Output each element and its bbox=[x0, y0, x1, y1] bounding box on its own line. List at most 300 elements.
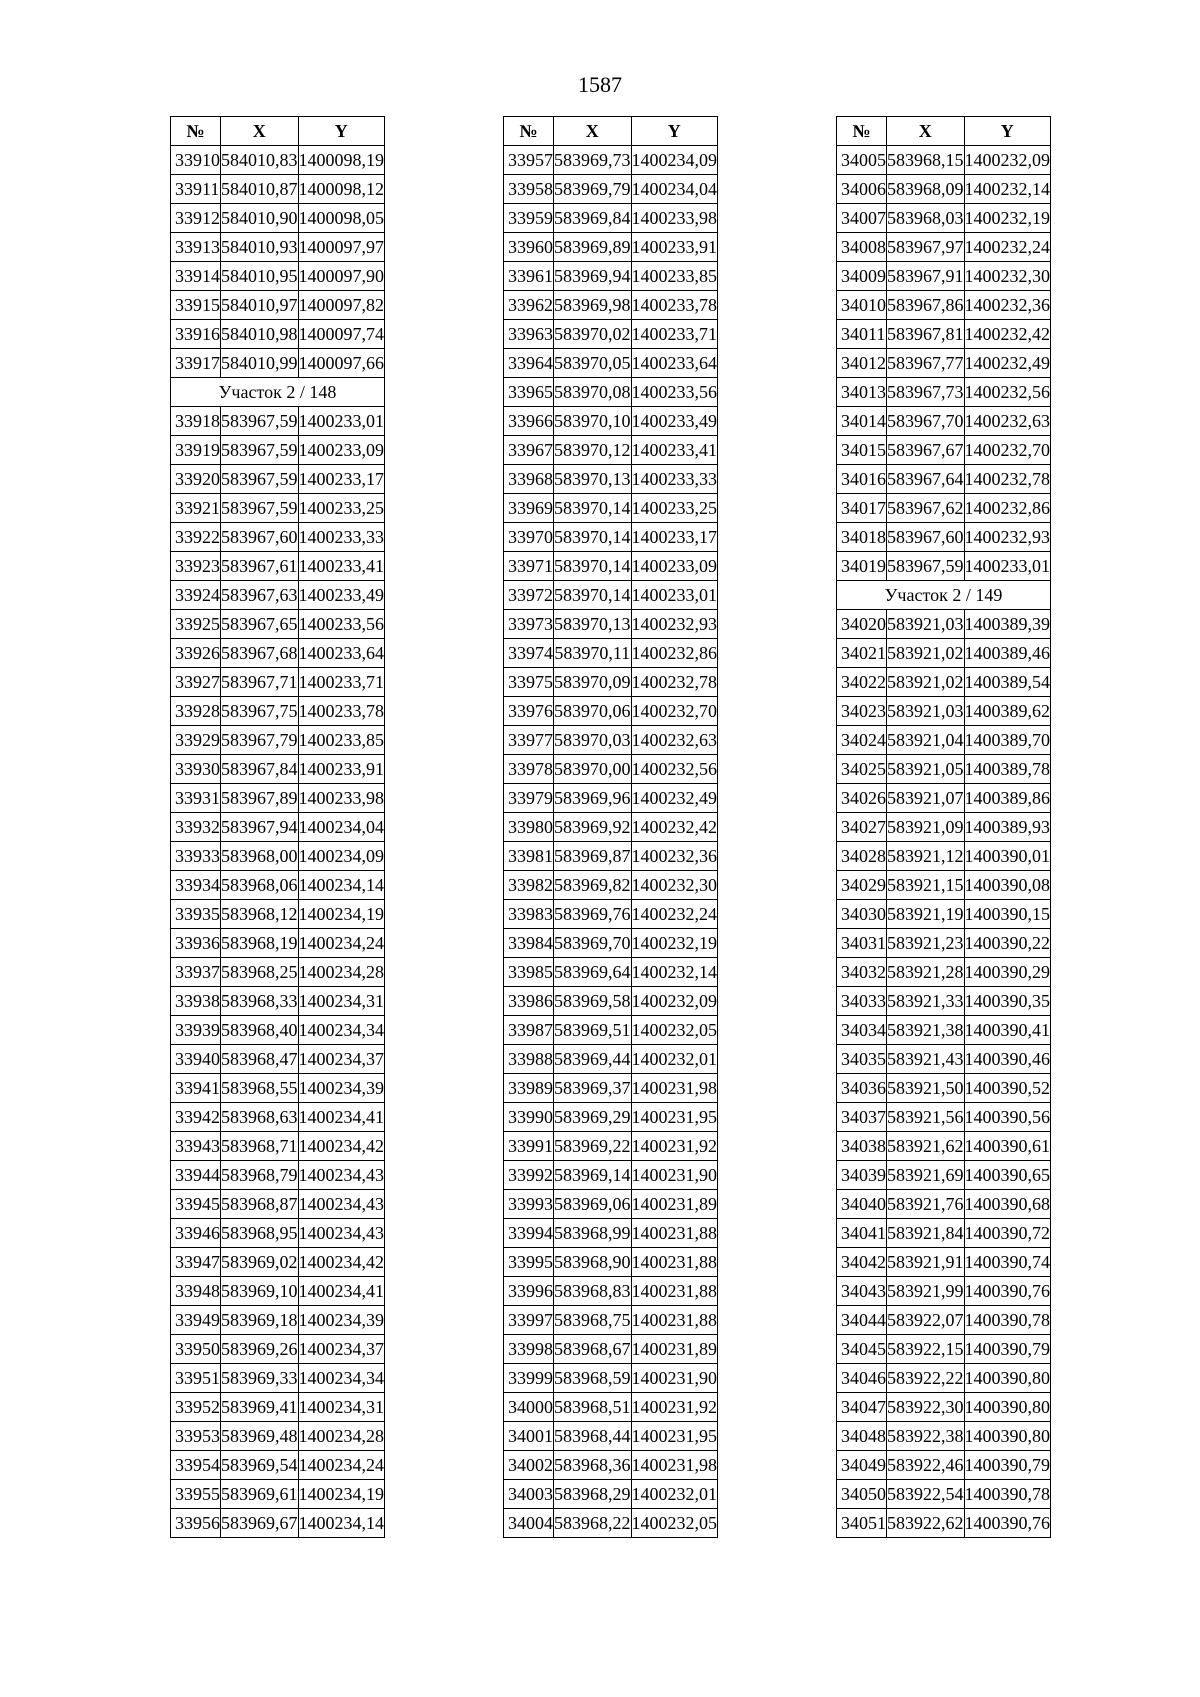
y-value: 1400234,42 bbox=[298, 1132, 385, 1161]
x-value: 583967,59 bbox=[221, 436, 299, 465]
y-value: 1400390,80 bbox=[964, 1393, 1051, 1422]
x-value: 583969,14 bbox=[554, 1161, 632, 1190]
table-row bbox=[837, 755, 1051, 784]
point-number: 33996 bbox=[504, 1277, 554, 1306]
table-header-row bbox=[837, 117, 1051, 146]
x-value: 583970,02 bbox=[554, 320, 632, 349]
x-value: 583970,03 bbox=[554, 726, 632, 755]
point-number: 33981 bbox=[504, 842, 554, 871]
point-number: 33967 bbox=[504, 436, 554, 465]
y-value: 1400390,78 bbox=[964, 1480, 1051, 1509]
table-row bbox=[171, 726, 385, 755]
y-value: 1400232,19 bbox=[631, 929, 718, 958]
point-number: 33922 bbox=[171, 523, 221, 552]
x-value: 583968,06 bbox=[221, 871, 299, 900]
point-number: 33919 bbox=[171, 436, 221, 465]
y-value: 1400232,70 bbox=[964, 436, 1051, 465]
table-row bbox=[837, 146, 1051, 175]
table-row bbox=[837, 465, 1051, 494]
point-number: 33910 bbox=[171, 146, 221, 175]
table-row bbox=[504, 1016, 718, 1045]
x-value: 583970,14 bbox=[554, 552, 632, 581]
point-number: 34019 bbox=[837, 552, 887, 581]
table-row bbox=[504, 1103, 718, 1132]
x-value: 583968,59 bbox=[554, 1364, 632, 1393]
x-value: 583921,38 bbox=[887, 1016, 965, 1045]
table-row bbox=[171, 436, 385, 465]
table-row bbox=[837, 175, 1051, 204]
x-value: 583922,07 bbox=[887, 1306, 965, 1335]
x-value: 583969,29 bbox=[554, 1103, 632, 1132]
x-value: 583968,25 bbox=[221, 958, 299, 987]
point-number: 33916 bbox=[171, 320, 221, 349]
point-number: 33975 bbox=[504, 668, 554, 697]
x-value: 583921,04 bbox=[887, 726, 965, 755]
table-row bbox=[171, 204, 385, 233]
y-value: 1400233,56 bbox=[631, 378, 718, 407]
y-value: 1400232,01 bbox=[631, 1045, 718, 1074]
y-value: 1400233,09 bbox=[298, 436, 385, 465]
point-number: 33924 bbox=[171, 581, 221, 610]
point-number: 33952 bbox=[171, 1393, 221, 1422]
y-value: 1400234,39 bbox=[298, 1074, 385, 1103]
y-value: 1400098,19 bbox=[298, 146, 385, 175]
table-row bbox=[837, 436, 1051, 465]
table-row bbox=[837, 262, 1051, 291]
table-row bbox=[837, 1045, 1051, 1074]
point-number: 33974 bbox=[504, 639, 554, 668]
x-value: 583968,83 bbox=[554, 1277, 632, 1306]
point-number: 34017 bbox=[837, 494, 887, 523]
x-value: 583921,99 bbox=[887, 1277, 965, 1306]
x-value: 583969,94 bbox=[554, 262, 632, 291]
y-value: 1400390,01 bbox=[964, 842, 1051, 871]
table-row bbox=[171, 1045, 385, 1074]
point-number: 33954 bbox=[171, 1451, 221, 1480]
point-number: 34015 bbox=[837, 436, 887, 465]
table-row bbox=[504, 784, 718, 813]
y-value: 1400097,97 bbox=[298, 233, 385, 262]
y-value: 1400233,01 bbox=[298, 407, 385, 436]
x-value: 583921,62 bbox=[887, 1132, 965, 1161]
x-value: 583968,00 bbox=[221, 842, 299, 871]
y-value: 1400234,09 bbox=[631, 146, 718, 175]
table-row bbox=[504, 1480, 718, 1509]
y-value: 1400232,19 bbox=[964, 204, 1051, 233]
x-value: 583967,59 bbox=[221, 407, 299, 436]
x-value: 583969,10 bbox=[221, 1277, 299, 1306]
table-row bbox=[837, 1277, 1051, 1306]
table-row bbox=[504, 378, 718, 407]
x-value: 583967,65 bbox=[221, 610, 299, 639]
point-number: 33934 bbox=[171, 871, 221, 900]
table-row bbox=[504, 697, 718, 726]
point-number: 33993 bbox=[504, 1190, 554, 1219]
point-number: 34051 bbox=[837, 1509, 887, 1538]
point-number: 34032 bbox=[837, 958, 887, 987]
x-value: 583968,79 bbox=[221, 1161, 299, 1190]
x-value: 583968,67 bbox=[554, 1335, 632, 1364]
x-value: 583968,47 bbox=[221, 1045, 299, 1074]
table-row bbox=[504, 1045, 718, 1074]
x-value: 583922,46 bbox=[887, 1451, 965, 1480]
point-number: 34003 bbox=[504, 1480, 554, 1509]
section-label: Участок 2 / 148 bbox=[171, 378, 385, 407]
table-row bbox=[837, 233, 1051, 262]
table-row bbox=[837, 987, 1051, 1016]
point-number: 34011 bbox=[837, 320, 887, 349]
table-row bbox=[171, 349, 385, 378]
x-value: 583968,90 bbox=[554, 1248, 632, 1277]
y-value: 1400097,82 bbox=[298, 291, 385, 320]
table-row bbox=[171, 1132, 385, 1161]
point-number: 33986 bbox=[504, 987, 554, 1016]
x-value: 583968,22 bbox=[554, 1509, 632, 1538]
y-value: 1400231,95 bbox=[631, 1422, 718, 1451]
point-number: 33928 bbox=[171, 697, 221, 726]
y-value: 1400232,63 bbox=[631, 726, 718, 755]
table-row bbox=[837, 1248, 1051, 1277]
x-value: 583969,76 bbox=[554, 900, 632, 929]
table-row bbox=[171, 291, 385, 320]
y-value: 1400389,46 bbox=[964, 639, 1051, 668]
x-value: 584010,99 bbox=[221, 349, 299, 378]
table-row bbox=[504, 842, 718, 871]
table-row bbox=[171, 175, 385, 204]
y-value: 1400232,09 bbox=[631, 987, 718, 1016]
point-number: 33973 bbox=[504, 610, 554, 639]
y-value: 1400233,56 bbox=[298, 610, 385, 639]
x-value: 583969,33 bbox=[221, 1364, 299, 1393]
y-value: 1400231,88 bbox=[631, 1277, 718, 1306]
y-value: 1400234,41 bbox=[298, 1103, 385, 1132]
y-value: 1400234,41 bbox=[298, 1277, 385, 1306]
point-number: 33914 bbox=[171, 262, 221, 291]
y-value: 1400389,39 bbox=[964, 610, 1051, 639]
table-row bbox=[504, 987, 718, 1016]
y-value: 1400231,90 bbox=[631, 1161, 718, 1190]
point-number: 34042 bbox=[837, 1248, 887, 1277]
table-row bbox=[504, 1306, 718, 1335]
x-value: 583967,59 bbox=[887, 552, 965, 581]
table-row bbox=[171, 1364, 385, 1393]
table-row bbox=[171, 1335, 385, 1364]
y-value: 1400389,93 bbox=[964, 813, 1051, 842]
table-row bbox=[171, 639, 385, 668]
x-value: 583922,22 bbox=[887, 1364, 965, 1393]
y-value: 1400231,88 bbox=[631, 1219, 718, 1248]
x-value: 583968,75 bbox=[554, 1306, 632, 1335]
x-value: 583969,92 bbox=[554, 813, 632, 842]
point-number: 33915 bbox=[171, 291, 221, 320]
table-row bbox=[837, 726, 1051, 755]
y-value: 1400232,42 bbox=[631, 813, 718, 842]
x-value: 583969,84 bbox=[554, 204, 632, 233]
x-value: 583969,61 bbox=[221, 1480, 299, 1509]
point-number: 33920 bbox=[171, 465, 221, 494]
point-number: 34039 bbox=[837, 1161, 887, 1190]
y-value: 1400234,31 bbox=[298, 1393, 385, 1422]
point-number: 33957 bbox=[504, 146, 554, 175]
table-row bbox=[504, 1509, 718, 1538]
point-number: 34008 bbox=[837, 233, 887, 262]
y-value: 1400234,37 bbox=[298, 1335, 385, 1364]
table-row bbox=[837, 523, 1051, 552]
point-number: 33998 bbox=[504, 1335, 554, 1364]
x-value: 583968,12 bbox=[221, 900, 299, 929]
y-value: 1400232,78 bbox=[964, 465, 1051, 494]
point-number: 33943 bbox=[171, 1132, 221, 1161]
table-row bbox=[504, 262, 718, 291]
point-number: 34020 bbox=[837, 610, 887, 639]
point-number: 34012 bbox=[837, 349, 887, 378]
y-value: 1400232,56 bbox=[964, 378, 1051, 407]
x-value: 583970,09 bbox=[554, 668, 632, 697]
y-value: 1400233,41 bbox=[298, 552, 385, 581]
y-value: 1400233,64 bbox=[631, 349, 718, 378]
table-row bbox=[837, 697, 1051, 726]
point-number: 33953 bbox=[171, 1422, 221, 1451]
x-value: 583967,79 bbox=[221, 726, 299, 755]
y-value: 1400233,85 bbox=[631, 262, 718, 291]
x-value: 583967,70 bbox=[887, 407, 965, 436]
point-number: 33929 bbox=[171, 726, 221, 755]
x-value: 583921,05 bbox=[887, 755, 965, 784]
x-value: 583967,81 bbox=[887, 320, 965, 349]
point-number: 33912 bbox=[171, 204, 221, 233]
x-value: 583967,60 bbox=[887, 523, 965, 552]
y-value: 1400231,92 bbox=[631, 1132, 718, 1161]
table-row bbox=[504, 929, 718, 958]
table-row bbox=[171, 494, 385, 523]
x-value: 583922,62 bbox=[887, 1509, 965, 1538]
x-value: 583968,71 bbox=[221, 1132, 299, 1161]
y-value: 1400233,49 bbox=[298, 581, 385, 610]
x-value: 584010,97 bbox=[221, 291, 299, 320]
x-value: 583967,91 bbox=[887, 262, 965, 291]
y-value: 1400232,24 bbox=[631, 900, 718, 929]
x-value: 583967,62 bbox=[887, 494, 965, 523]
y-value: 1400234,34 bbox=[298, 1364, 385, 1393]
table-row bbox=[171, 1277, 385, 1306]
y-value: 1400233,01 bbox=[964, 552, 1051, 581]
point-number: 34043 bbox=[837, 1277, 887, 1306]
x-value: 583921,43 bbox=[887, 1045, 965, 1074]
point-number: 33964 bbox=[504, 349, 554, 378]
x-value: 583967,59 bbox=[221, 465, 299, 494]
x-value: 583970,11 bbox=[554, 639, 632, 668]
table-row bbox=[504, 755, 718, 784]
x-value: 583969,79 bbox=[554, 175, 632, 204]
table-row bbox=[171, 1190, 385, 1219]
point-number: 34018 bbox=[837, 523, 887, 552]
table-row bbox=[171, 900, 385, 929]
point-number: 34044 bbox=[837, 1306, 887, 1335]
point-number: 34002 bbox=[504, 1451, 554, 1480]
x-value: 583970,08 bbox=[554, 378, 632, 407]
table-row bbox=[504, 1190, 718, 1219]
table-row bbox=[837, 784, 1051, 813]
x-value: 583922,54 bbox=[887, 1480, 965, 1509]
y-value: 1400390,15 bbox=[964, 900, 1051, 929]
table-row bbox=[504, 1132, 718, 1161]
x-value: 583969,82 bbox=[554, 871, 632, 900]
y-value: 1400234,42 bbox=[298, 1248, 385, 1277]
table-row bbox=[504, 726, 718, 755]
header-y: Y bbox=[298, 117, 385, 146]
x-value: 583968,95 bbox=[221, 1219, 299, 1248]
point-number: 33950 bbox=[171, 1335, 221, 1364]
x-value: 583968,87 bbox=[221, 1190, 299, 1219]
point-number: 33988 bbox=[504, 1045, 554, 1074]
y-value: 1400390,68 bbox=[964, 1190, 1051, 1219]
point-number: 33942 bbox=[171, 1103, 221, 1132]
point-number: 34022 bbox=[837, 668, 887, 697]
table-row bbox=[837, 1364, 1051, 1393]
table-row bbox=[504, 900, 718, 929]
table-row bbox=[171, 1248, 385, 1277]
table-row bbox=[837, 378, 1051, 407]
table-row bbox=[837, 958, 1051, 987]
x-value: 583921,33 bbox=[887, 987, 965, 1016]
y-value: 1400234,39 bbox=[298, 1306, 385, 1335]
x-value: 583967,86 bbox=[887, 291, 965, 320]
x-value: 583967,89 bbox=[221, 784, 299, 813]
y-value: 1400233,71 bbox=[631, 320, 718, 349]
table-row bbox=[837, 1190, 1051, 1219]
y-value: 1400390,56 bbox=[964, 1103, 1051, 1132]
table-row bbox=[837, 1393, 1051, 1422]
y-value: 1400390,72 bbox=[964, 1219, 1051, 1248]
x-value: 583967,60 bbox=[221, 523, 299, 552]
point-number: 33958 bbox=[504, 175, 554, 204]
table-row bbox=[837, 1509, 1051, 1538]
point-number: 34004 bbox=[504, 1509, 554, 1538]
y-value: 1400232,49 bbox=[964, 349, 1051, 378]
x-value: 583967,94 bbox=[221, 813, 299, 842]
point-number: 33944 bbox=[171, 1161, 221, 1190]
x-value: 584010,87 bbox=[221, 175, 299, 204]
table-row bbox=[837, 1016, 1051, 1045]
x-value: 583921,02 bbox=[887, 668, 965, 697]
x-value: 583969,41 bbox=[221, 1393, 299, 1422]
point-number: 33925 bbox=[171, 610, 221, 639]
y-value: 1400233,25 bbox=[298, 494, 385, 523]
x-value: 583921,69 bbox=[887, 1161, 965, 1190]
y-value: 1400234,37 bbox=[298, 1045, 385, 1074]
point-number: 33971 bbox=[504, 552, 554, 581]
y-value: 1400234,24 bbox=[298, 929, 385, 958]
x-value: 584010,95 bbox=[221, 262, 299, 291]
y-value: 1400234,34 bbox=[298, 1016, 385, 1045]
y-value: 1400234,43 bbox=[298, 1190, 385, 1219]
y-value: 1400389,70 bbox=[964, 726, 1051, 755]
table-row bbox=[504, 1161, 718, 1190]
table-row bbox=[171, 1480, 385, 1509]
point-number: 34013 bbox=[837, 378, 887, 407]
y-value: 1400233,91 bbox=[298, 755, 385, 784]
y-value: 1400232,05 bbox=[631, 1016, 718, 1045]
table-header-row bbox=[171, 117, 385, 146]
table-row bbox=[837, 1132, 1051, 1161]
x-value: 583967,68 bbox=[221, 639, 299, 668]
x-value: 583921,91 bbox=[887, 1248, 965, 1277]
x-value: 583922,38 bbox=[887, 1422, 965, 1451]
point-number: 33997 bbox=[504, 1306, 554, 1335]
x-value: 584010,93 bbox=[221, 233, 299, 262]
y-value: 1400234,43 bbox=[298, 1219, 385, 1248]
y-value: 1400232,14 bbox=[631, 958, 718, 987]
x-value: 583969,70 bbox=[554, 929, 632, 958]
point-number: 34045 bbox=[837, 1335, 887, 1364]
y-value: 1400232,56 bbox=[631, 755, 718, 784]
x-value: 583967,63 bbox=[221, 581, 299, 610]
point-number: 34030 bbox=[837, 900, 887, 929]
y-value: 1400233,49 bbox=[631, 407, 718, 436]
x-value: 583921,09 bbox=[887, 813, 965, 842]
coordinate-table-3 bbox=[836, 116, 1051, 1538]
table-row bbox=[171, 1393, 385, 1422]
point-number: 33948 bbox=[171, 1277, 221, 1306]
page-number: 1587 bbox=[578, 72, 622, 97]
point-number: 34033 bbox=[837, 987, 887, 1016]
x-value: 583969,58 bbox=[554, 987, 632, 1016]
x-value: 583921,84 bbox=[887, 1219, 965, 1248]
table-row bbox=[837, 1161, 1051, 1190]
x-value: 583967,77 bbox=[887, 349, 965, 378]
header-number: № bbox=[171, 117, 221, 146]
table-row bbox=[837, 291, 1051, 320]
x-value: 583968,44 bbox=[554, 1422, 632, 1451]
point-number: 33965 bbox=[504, 378, 554, 407]
point-number: 34034 bbox=[837, 1016, 887, 1045]
point-number: 34029 bbox=[837, 871, 887, 900]
table-row bbox=[504, 1364, 718, 1393]
point-number: 33983 bbox=[504, 900, 554, 929]
point-number: 33968 bbox=[504, 465, 554, 494]
y-value: 1400231,88 bbox=[631, 1306, 718, 1335]
table-row bbox=[171, 523, 385, 552]
coordinate-table-2 bbox=[503, 116, 718, 1538]
table-row bbox=[504, 436, 718, 465]
table-row bbox=[504, 349, 718, 378]
point-number: 33984 bbox=[504, 929, 554, 958]
point-number: 33927 bbox=[171, 668, 221, 697]
table-row bbox=[837, 1103, 1051, 1132]
point-number: 33930 bbox=[171, 755, 221, 784]
y-value: 1400390,46 bbox=[964, 1045, 1051, 1074]
y-value: 1400232,49 bbox=[631, 784, 718, 813]
table-row bbox=[504, 291, 718, 320]
table-row bbox=[837, 668, 1051, 697]
point-number: 33969 bbox=[504, 494, 554, 523]
y-value: 1400390,74 bbox=[964, 1248, 1051, 1277]
section-row bbox=[171, 378, 385, 407]
table-row bbox=[171, 552, 385, 581]
y-value: 1400233,64 bbox=[298, 639, 385, 668]
y-value: 1400390,76 bbox=[964, 1277, 1051, 1306]
y-value: 1400233,25 bbox=[631, 494, 718, 523]
y-value: 1400390,61 bbox=[964, 1132, 1051, 1161]
y-value: 1400232,63 bbox=[964, 407, 1051, 436]
table-row bbox=[504, 407, 718, 436]
table-row bbox=[504, 523, 718, 552]
y-value: 1400390,22 bbox=[964, 929, 1051, 958]
point-number: 34035 bbox=[837, 1045, 887, 1074]
x-value: 583969,06 bbox=[554, 1190, 632, 1219]
y-value: 1400231,89 bbox=[631, 1335, 718, 1364]
point-number: 34014 bbox=[837, 407, 887, 436]
